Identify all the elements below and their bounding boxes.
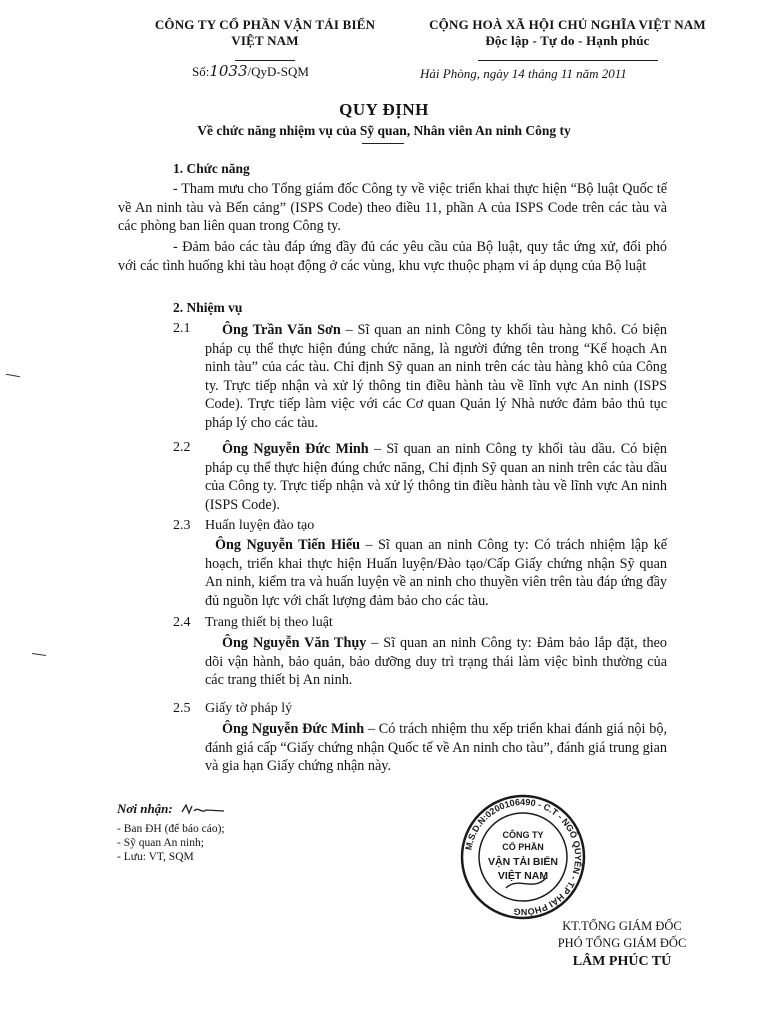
recipient-item: - Sỹ quan An ninh; (117, 837, 204, 849)
item-2-1-body (205, 321, 667, 433)
item-2-1-text: – Sĩ quan an ninh Công ty khối tàu hàng khô. Có biện pháp cụ thể thực hiện đúng chức năng, là người đứng tên trong “Kế hoạch An ninh tàu” của các tàu. Chỉ định Sỹ quan an ninh trên các tàu hàng khô của Công ty. Trực tiếp nhận và xử lý thông tin điều hành tàu về lĩnh vực An ninh (ISPS Code). Trực tiếp làm việc với các Cơ quan Quản lý Nhà nước đảm bảo thủ tục pháp lý cho các tàu. (205, 322, 667, 431)
seal-ring-text: M.S.D.N:0200106490 - C.T - NGÔ QUYỀN - T.P HẢI PHÒNG (463, 796, 584, 918)
seal-line-2: CỔ PHẦN (502, 842, 544, 852)
item-2-2-number: 2.2 (173, 440, 191, 455)
section-1-paragraph-2: - Đảm bảo các tàu đáp ứng đầy đủ các yêu cầu của Bộ luật, quy tắc ứng xử, đối phó với các tình huống khi tàu hoạt động ở các vùng, khu vực thuộc phạm vi áp dụng của Bộ luật (118, 239, 667, 274)
signatory-line-1: KT.TỔNG GIÁM ĐỐC (562, 919, 682, 933)
item-2-3-person: Ông Nguyễn Tiến Hiếu (215, 537, 361, 553)
item-2-4-title: Trang thiết bị theo luật (205, 615, 333, 630)
doc-number-prefix: Số: (192, 64, 210, 79)
company-seal (458, 792, 588, 922)
item-2-3-title: Huấn luyện đào tạo (205, 518, 315, 533)
initials-scribble (180, 802, 226, 818)
section-1-heading: 1. Chức năng (173, 161, 250, 176)
section-1-paragraph-1: - Tham mưu cho Tổng giám đốc Công ty về việc triển khai thực hiện “Bộ luật Quốc tế về An ninh tàu và Bến cảng” (ISPS Code) theo điều 11, phần A của ISPS Code trên các tàu và các phòng ban liên quan trong Công ty. (118, 181, 667, 235)
national-motto: Độc lập - Tự do - Hạnh phúc (485, 33, 650, 48)
republic-title: CỘNG HOÀ XÃ HỘI CHỦ NGHĨA VIỆT NAM (429, 17, 706, 32)
item-2-5-body (205, 720, 667, 776)
item-2-1-person: Ông Trần Văn Sơn (222, 322, 341, 338)
company-name-line2: VIỆT NAM (231, 33, 299, 48)
doc-number-handwritten: 1033 (209, 62, 248, 80)
item-2-2-person: Ông Nguyễn Đức Minh (222, 441, 369, 457)
company-name-line1: CÔNG TY CỔ PHẦN VẬN TẢI BIỂN (154, 17, 376, 32)
item-2-4-body (205, 634, 667, 690)
date-line: Hải Phòng, ngày 14 tháng 11 năm 2011 (420, 66, 627, 81)
document-subtitle: Về chức năng nhiệm vụ của Sỹ quan, Nhân viên An ninh Công ty (197, 123, 571, 138)
motto-divider (400, 49, 735, 65)
doc-number-suffix: /QyD-SQM (247, 64, 309, 79)
recipients-label: Nơi nhận: (117, 801, 173, 816)
item-2-2-body (205, 440, 667, 514)
recipients-label-row (117, 801, 226, 818)
republic-header (400, 17, 735, 65)
document-title: QUY ĐỊNH (339, 100, 429, 119)
document-number (192, 62, 309, 80)
item-2-3-number: 2.3 (173, 518, 191, 533)
recipient-item: - Lưu: VT, SQM (117, 851, 194, 863)
item-2-3-body (205, 536, 667, 610)
item-2-5-number: 2.5 (173, 701, 191, 716)
seal-line-1: CÔNG TY (502, 830, 544, 840)
company-header (130, 17, 400, 65)
item-2-2-text: – Sĩ quan an ninh Công ty khối tàu dầu. Có biện pháp cụ thể thực hiện đúng chức năng, Chỉ định Sỹ quan an ninh trên các tàu dầu của Công ty. Trực tiếp nhận và xử lý thông tin điều hành tàu về lĩnh vực An ninh (ISPS Code). (205, 441, 668, 513)
item-2-4-text: – Sĩ quan an ninh Công ty: Đảm bảo lắp đặt, theo dõi vận hành, bảo quản, bảo dưỡng duy trì trạng thái làm việc bình thường của các trang thiết bị An ninh. (205, 635, 667, 689)
margin-mark (6, 374, 20, 377)
recipients-list (117, 822, 225, 864)
item-2-5-text: – Có trách nhiệm thu xếp triển khai đánh giá nội bộ, đánh giá cấp “Giấy chứng nhận Quốc tế về An ninh cho tàu”, đánh giá trung gian và gia hạn Giấy chứng nhận này. (205, 721, 668, 775)
item-2-5-person: Ông Nguyễn Đức Minh (222, 721, 365, 737)
section-2-heading: 2. Nhiệm vụ (173, 300, 243, 315)
item-2-4-number: 2.4 (173, 615, 191, 630)
item-2-4-person: Ông Nguyễn Văn Thụy (222, 635, 367, 651)
seal-line-4: VIỆT NAM (497, 870, 549, 882)
signatory-line-2: PHÓ TỔNG GIÁM ĐỐC (557, 936, 687, 950)
item-2-3-text: – Sĩ quan an ninh Công ty: Có trách nhiệm lập kế hoạch, triển khai thực hiện Huấn luyện/Đào tạo/Cấp Giấy chứng nhận Sỹ quan An ninh, kiểm tra và huấn luyện về an ninh cho thuyền viên trên tàu đáp ứng đầy đủ nguồn lực với chất lượng đảm bảo cho các tàu. (205, 537, 667, 609)
item-2-5-title: Giấy tờ pháp lý (205, 701, 293, 716)
title-divider (362, 143, 404, 144)
margin-mark (32, 653, 46, 656)
seal-line-3: VẬN TẢI BIỂN (487, 856, 559, 868)
recipient-item: - Ban ĐH (để báo cáo); (117, 823, 225, 835)
signatory-name: LÂM PHÚC TÚ (572, 954, 672, 969)
item-2-1-number: 2.1 (173, 321, 191, 336)
